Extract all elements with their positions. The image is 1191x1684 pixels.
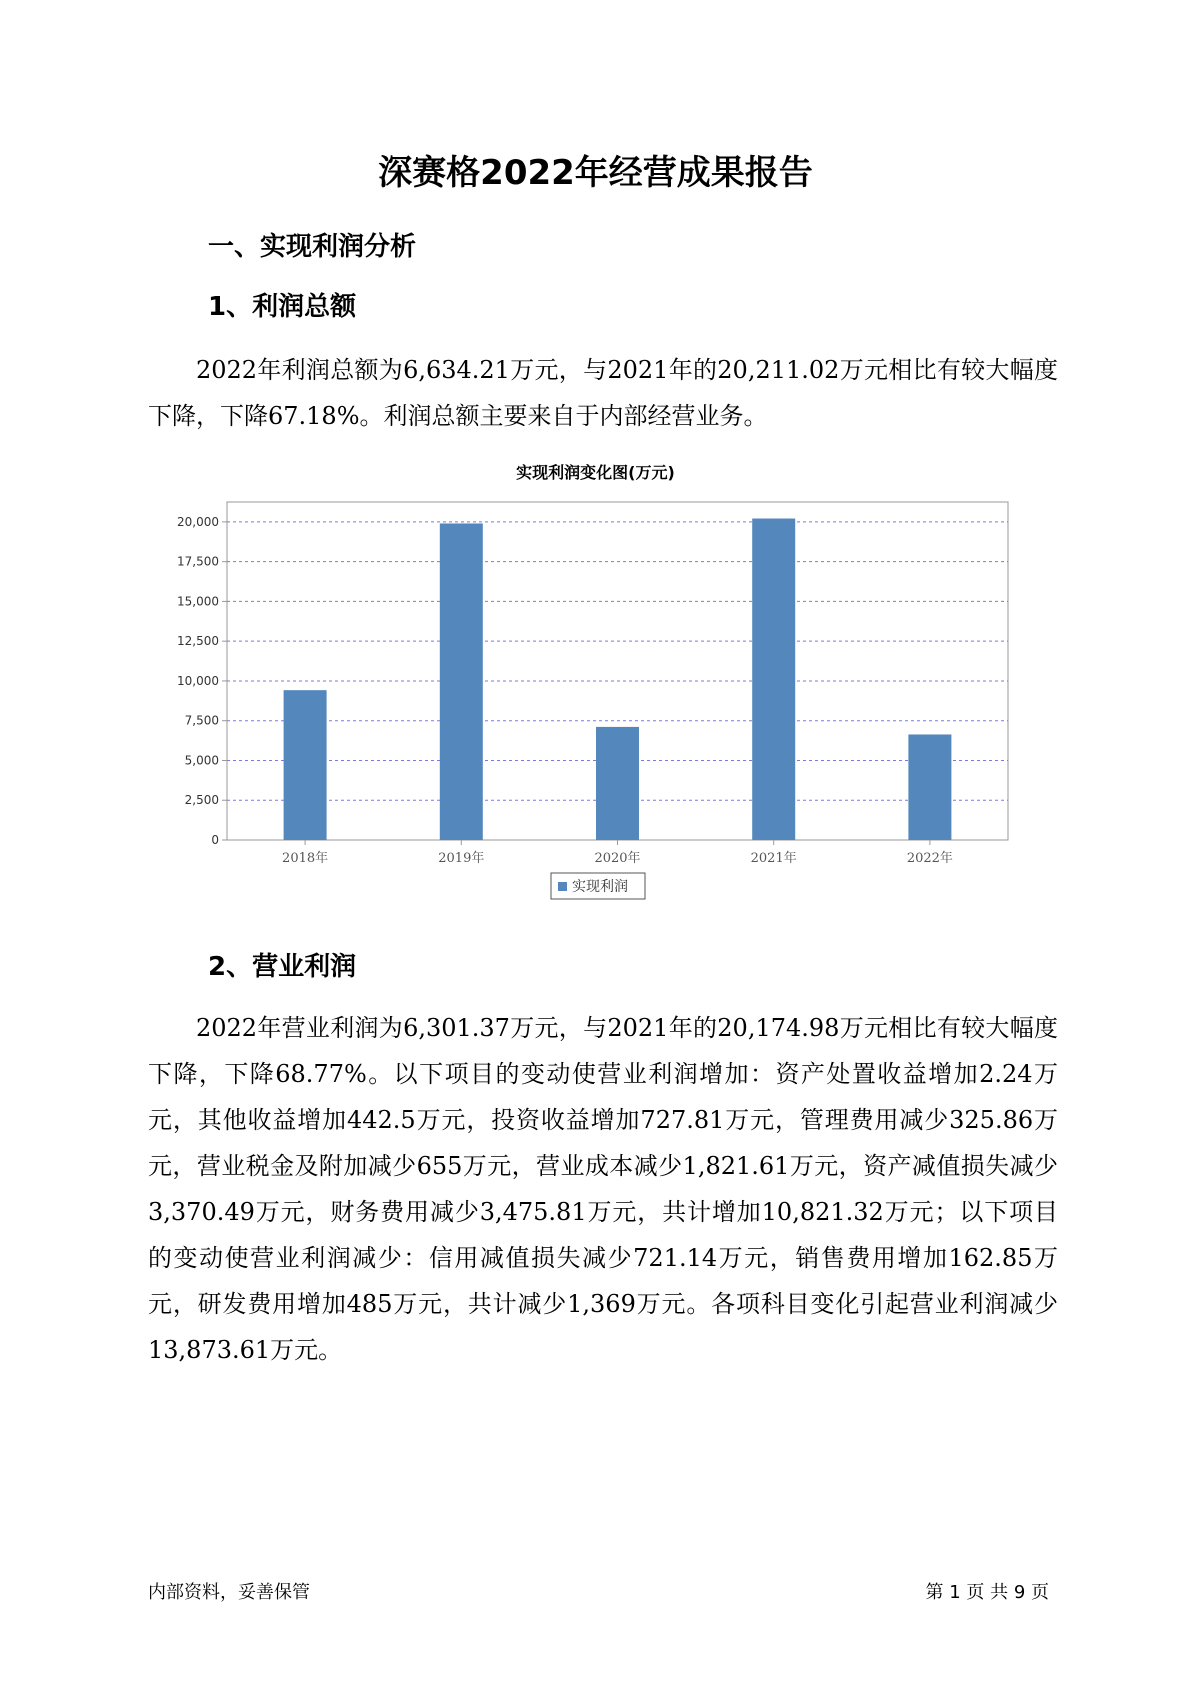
x-tick-label: 2020年: [594, 851, 641, 866]
y-tick-label: 12,500: [177, 634, 219, 649]
y-tick-label: 2,500: [184, 793, 219, 808]
y-tick-label: 0: [211, 833, 219, 847]
y-tick-label: 7,500: [184, 713, 219, 728]
x-tick-label: 2021年: [750, 851, 797, 866]
y-tick-label: 20,000: [177, 514, 219, 529]
footer-page-number: 第 1 页 共 9 页: [925, 1582, 1049, 1603]
paragraph-total-profit: 2022年利润总额为6,634.21万元，与2021年的20,211.02万元相比有较大幅度下降，下降67.18%。利润总额主要来自于内部经营业务。: [148, 356, 1058, 430]
bar-2019年: [440, 523, 483, 840]
legend-label: 实现利润: [572, 879, 628, 895]
legend-swatch: [558, 882, 567, 891]
bar-2018年: [284, 690, 327, 840]
x-tick-label: 2018年: [282, 851, 329, 866]
footer-confidential-note: 内部资料，妥善保管: [148, 1582, 310, 1603]
x-tick-label: 2019年: [438, 851, 485, 866]
subsection-heading-total-profit: 1、利润总额: [208, 292, 357, 322]
y-tick-label: 15,000: [177, 594, 219, 609]
report-title: 深赛格2022年经营成果报告: [378, 153, 813, 193]
bar-2021年: [752, 519, 795, 840]
bar-2020年: [596, 727, 639, 840]
y-tick-label: 10,000: [177, 673, 219, 688]
paragraph-operating-profit: 2022年营业利润为6,301.37万元，与2021年的20,174.98万元相比有较大幅度下降，下降68.77%。以下项目的变动使营业利润增加：资产处置收益增加2.24万元，其他收益增加442.5万元，投资收益增加727.81万元，管理费用减少325.86万元，营业税金及附加减少655万元，营业成本减少1,821.61万元，资产减值损失减少3,370.49万元，财务费用减少3,475.81万元，共计增加10,821.32万元；以下项目的变动使营业利润减少：信用减值损失减少721.14万元，销售费用增加162.85万元，研发费用增加485万元，共计减少1,369万元。各项科目变化引起营业利润减少13,873.61万元。: [148, 1014, 1058, 1364]
bar-2022年: [908, 734, 951, 840]
x-tick-label: 2022年: [906, 851, 953, 866]
subsection-heading-operating-profit: 2、营业利润: [208, 952, 357, 982]
section-heading-profit-analysis: 一、实现利润分析: [208, 232, 417, 262]
y-tick-label: 5,000: [184, 753, 219, 768]
y-tick-label: 17,500: [177, 554, 219, 569]
chart-title: 实现利润变化图(万元): [516, 463, 675, 482]
